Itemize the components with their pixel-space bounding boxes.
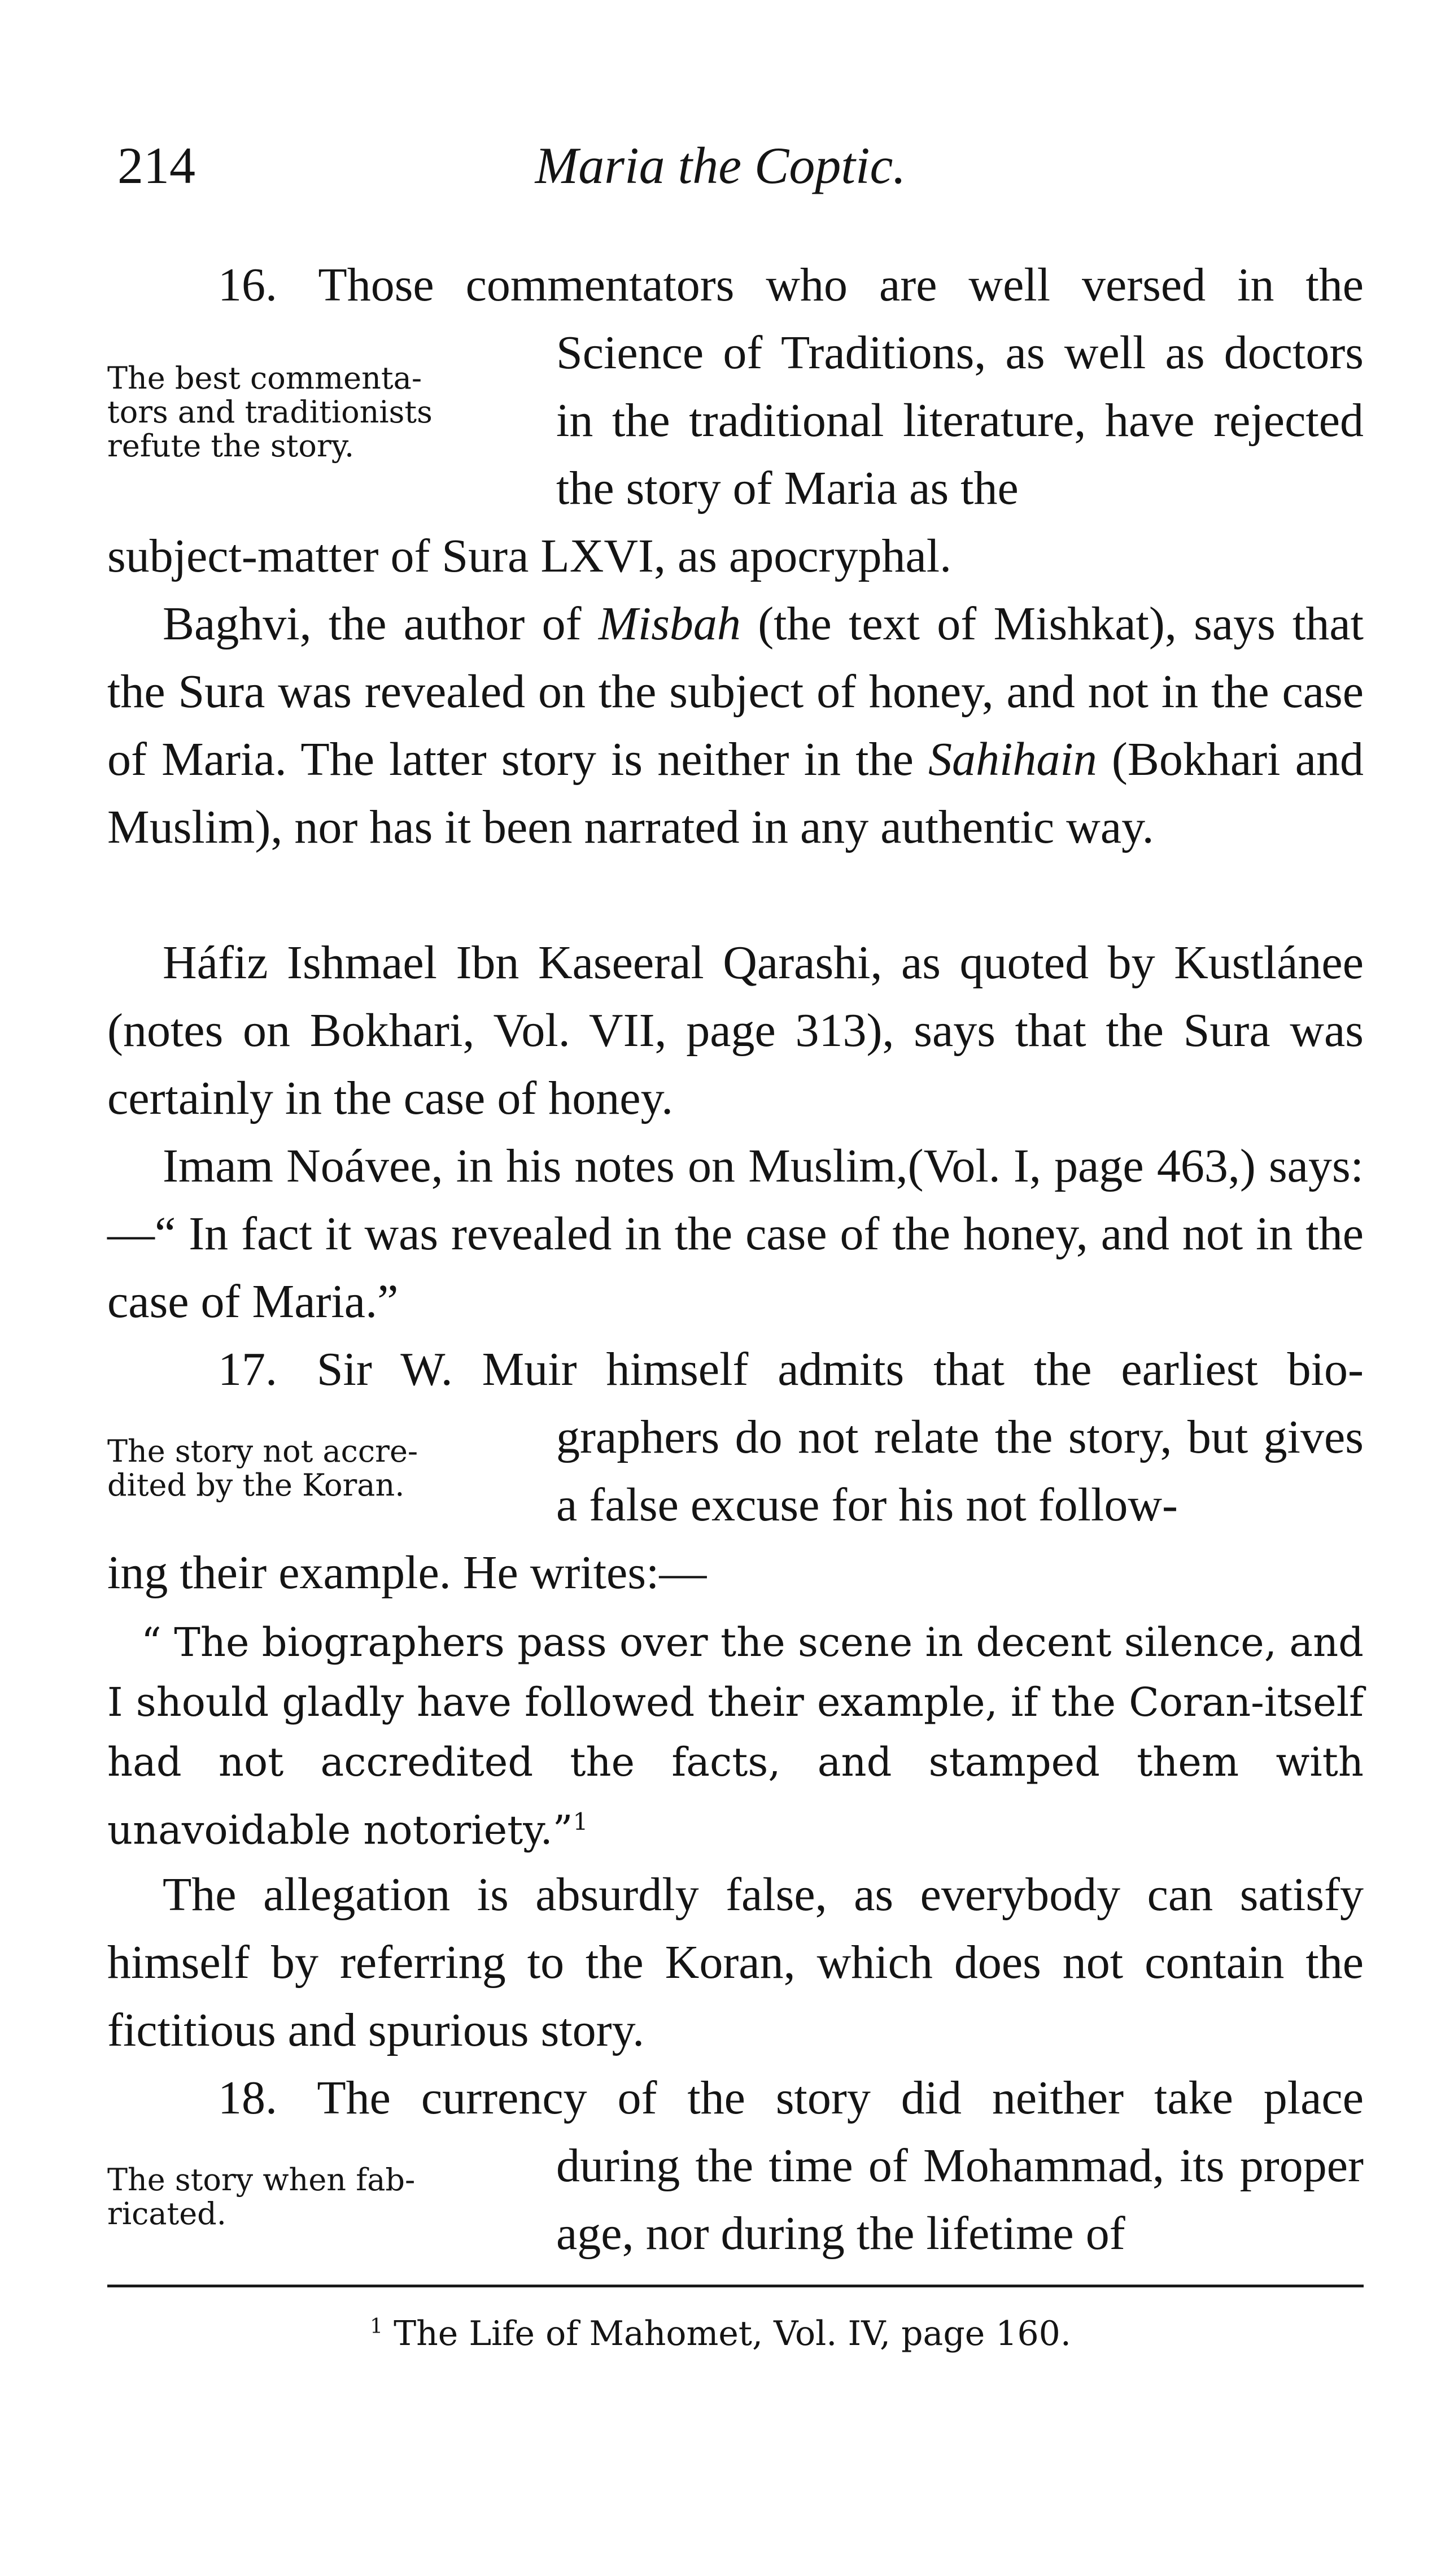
block-quote: “ The biographers pass over the scene in decent silence, and I should gladly have followed their example, if the Coran-itself had not accredited the facts, and stamped them with unavoidable notoriety.”$^1$ [107,1619,1364,1854]
section-number: 17. [218,1343,277,1396]
paragraph-continuation: ing their example. He writes:— [107,1546,707,1599]
page-number: 214 [117,137,195,194]
paragraph-continuation: subject-matter of Sura LXVI, as apocryphal. [107,530,952,582]
paragraph-allegation: The allegation is absurdly false, as everybody can satisfy himself by referring to the Koran, which does not contain the fictitious and spurious story. [107,1868,1364,2056]
footnote-ref: 1 [573,1808,588,1836]
paragraph-hafiz: Háfiz Ishmael Ibn Kaseeral Qarashi, as quoted by Kustlánee (notes on Bokhari, Vol. VII, page 313), says that the Sura was certainly in the case of honey. [107,936,1364,1124]
italic-title: Sahihain [928,733,1097,786]
margin-note: The story when fab- ricated. [107,2162,416,2231]
section-16-first-line [107,251,1364,319]
footnote-text: The Life of Mahomet, Vol. IV, page 160. [394,2314,1071,2353]
margin-note: The best commenta- tors and traditionists refute the story. [107,360,433,464]
footnote-marker: 1 [370,2315,383,2338]
section-number: 16. [218,259,277,311]
hanging-text: Science of Traditions, as well as doctors in the traditional literature, have rejected the story of Maria as the [556,326,1364,515]
hanging-text: during the time of Mohammad, its proper age, nor during the lifetime of [556,2139,1364,2260]
footnote-rule [107,2285,1364,2287]
running-title: Maria the Coptic. [535,137,906,194]
margin-note: The story not accre- dited by the Koran. [107,1433,418,1503]
section-number: 18. [218,2072,277,2124]
italic-title: Misbah [598,598,741,650]
hanging-text: graphers do not relate the story, but gives a false excuse for his not follow- [556,1411,1364,1531]
section-18-first-line: 18. The currency of the story did neither take place [107,2064,1364,2132]
paragraph-imam: Imam Noávee, in his notes on Muslim,(Vol. I, page 463,) says:—“ In fact it was revealed in the case of the honey, and not in the case of Maria.” [107,1140,1364,1328]
section-17-first-line: 17. Sir W. Muir himself admits that the earliest bio- [107,1336,1364,1403]
paragraph-baghvi: Baghvi, the author of Misbah (the text of Mishkat), says that the Sura was revealed on the subject of honey, and not in the case of Maria. The latter story is neither in the Sahihain (Bokhari and Muslim), nor has it been narrated in any authentic way. [107,598,1364,853]
first-line-text: Those commentators who are well versed in the [318,259,1364,311]
footnote [0,2304,1441,2356]
